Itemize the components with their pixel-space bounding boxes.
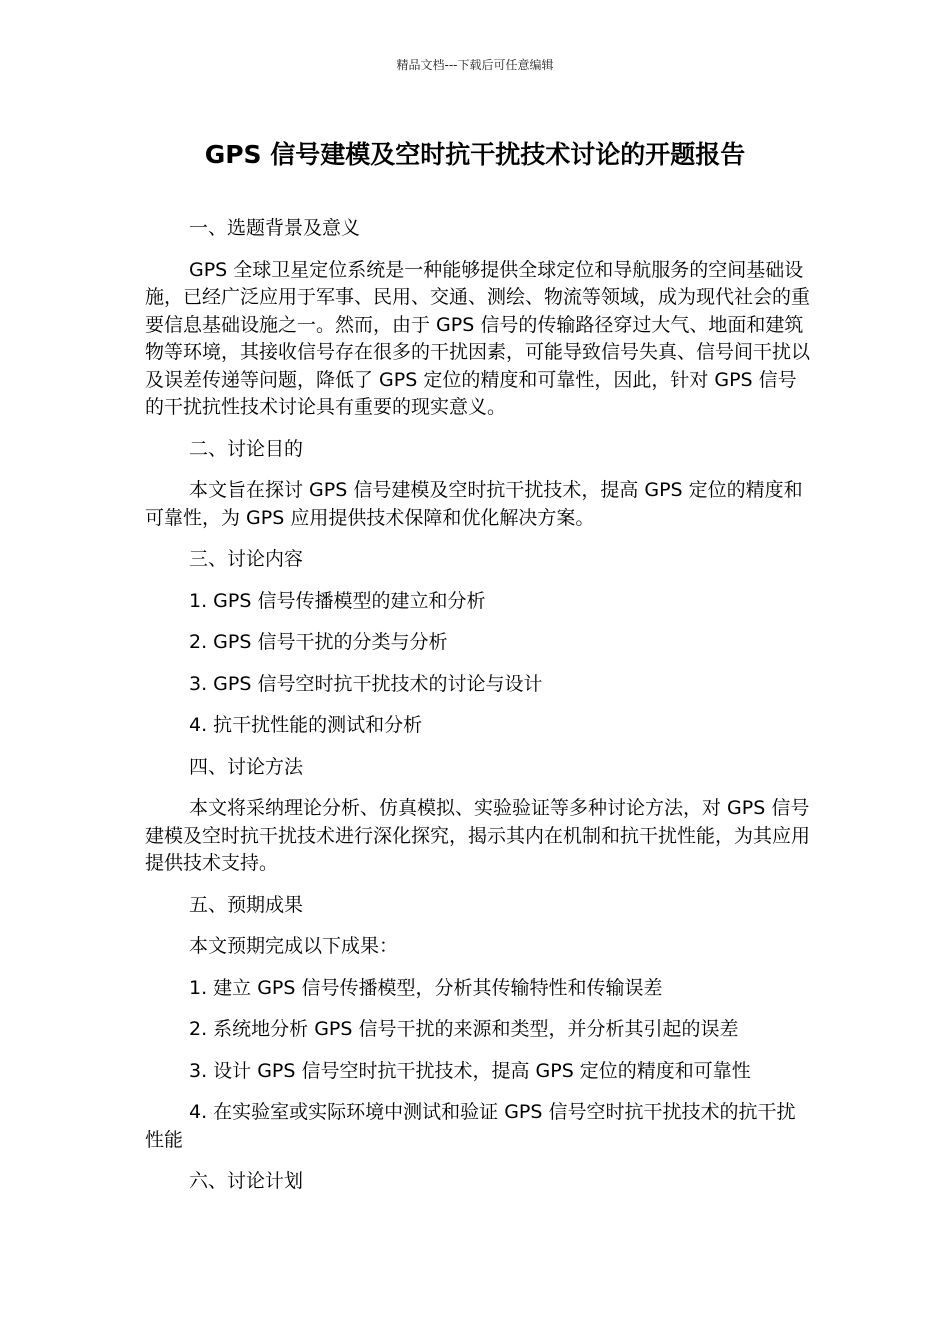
paragraph-results-intro: 本文预期完成以下成果： (189, 935, 399, 957)
list-item: 1. GPS 信号传播模型的建立和分析 (189, 589, 486, 612)
section-heading-purpose: 二、讨论目的 (189, 437, 304, 460)
list-item: 3. GPS 信号空时抗干扰技术的讨论与设计 (189, 672, 543, 695)
paragraph-purpose: 本文旨在探讨 GPS 信号建模及空时抗干扰技术，提高 GPS 定位的精度和可靠性，为 GPS 应用提供技术保障和优化解决方案。 (145, 479, 803, 529)
header-note: 精品文档---下载后可任意编辑 (396, 58, 554, 72)
paragraph-background: GPS 全球卫星定位系统是一种能够提供全球定位和导航服务的空间基础设施，已经广泛应用于军事、民用、交通、测绘、物流等领域，成为现代社会的重要信息基础设施之一。然而，由于 GPS 信号的传输路径穿过大气、地面和建筑物等环境，其接收信号存在很多的干扰因素，可能导致信号失真、信号间干扰以及误差传递等问题，降低了 GPS 定位的精度和可靠性，因此，针对 GPS 信号的干扰抗性技术讨论具有重要的现实意义。 (145, 258, 811, 418)
list-item: 2. 系统地分析 GPS 信号干扰的来源和类型，并分析其引起的误差 (189, 1018, 739, 1040)
section-heading-results: 五、预期成果 (189, 893, 304, 916)
section-heading-plan: 六、讨论计划 (189, 1170, 304, 1192)
list-item: 4. 在实验室或实际环境中测试和验证 GPS 信号空时抗干扰技术的抗干扰性能 (145, 1101, 796, 1151)
section-heading-method: 四、讨论方法 (189, 755, 304, 778)
document-body (145, 215, 810, 1210)
list-item: 3. 设计 GPS 信号空时抗干扰技术，提高 GPS 定位的精度和可靠性 (189, 1059, 751, 1082)
list-item: 2. GPS 信号干扰的分类与分析 (189, 631, 448, 653)
list-item: 4. 抗干扰性能的测试和分析 (189, 714, 423, 736)
document-title: GPS 信号建模及空时抗干扰技术讨论的开题报告 (204, 140, 746, 169)
section-heading-background: 一、选题背景及意义 (189, 217, 361, 239)
section-heading-content: 三、讨论内容 (189, 548, 304, 570)
paragraph-method: 本文将采纳理论分析、仿真模拟、实验验证等多种讨论方法，对 GPS 信号建模及空时抗干扰技术进行深化探究，揭示其内在机制和抗干扰性能，为其应用提供技术支持。 (145, 797, 811, 874)
list-item: 1. 建立 GPS 信号传播模型，分析其传输特性和传输误差 (189, 976, 663, 999)
